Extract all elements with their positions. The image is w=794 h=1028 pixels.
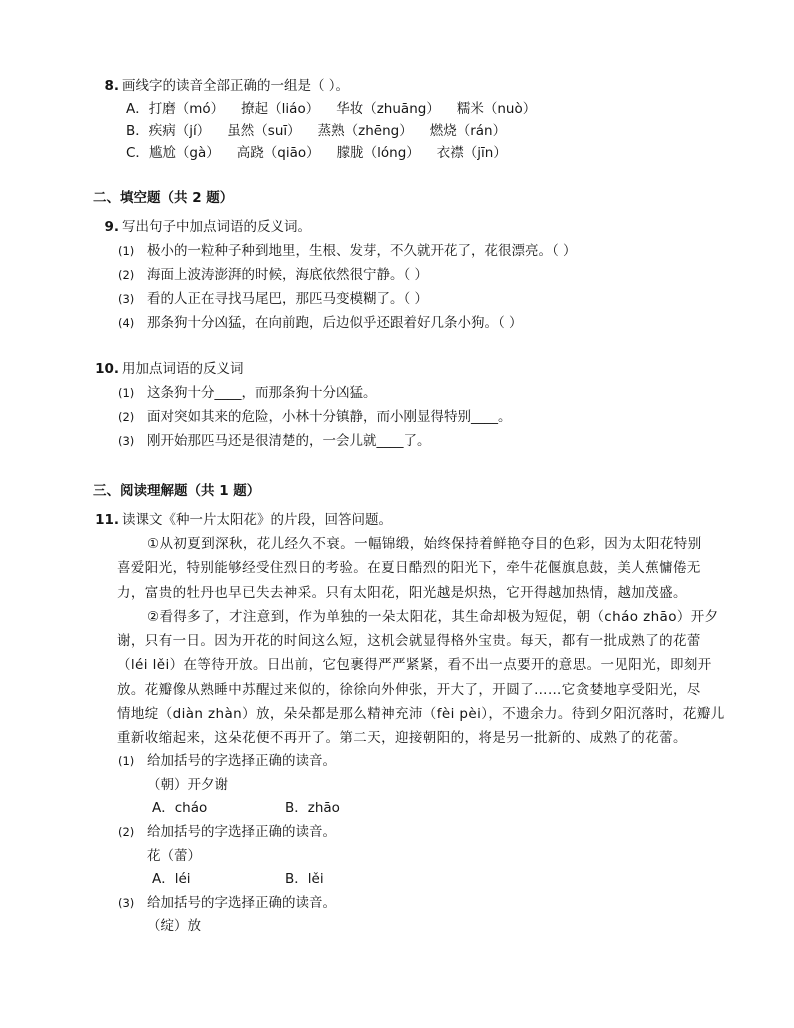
passage-line: （léi lěi）在等待开放。日出前，它包裹得严严紧紧，看不出一点要开的意思。一见阳光，即刻开	[117, 657, 712, 674]
option-b	[0, 120, 794, 142]
sub-item-number: (3)	[118, 292, 135, 306]
option-word: 蒸熟（zhēng）	[317, 123, 413, 139]
sub-item	[0, 263, 794, 287]
passage-paragraph-1	[0, 532, 794, 605]
option-word: 衣襟（jīn）	[436, 145, 507, 161]
question-number: 9.	[104, 219, 119, 235]
question-9	[0, 215, 794, 239]
sub-item-number: (1)	[118, 754, 135, 769]
answer-option-b: B．lěi	[285, 871, 324, 888]
answer-option-a: A．cháo	[152, 800, 208, 817]
answer-options	[0, 868, 794, 892]
question-stem: 画线字的读音全部正确的一组是（ ）。	[122, 78, 350, 94]
question-stem: 写出句子中加点词语的反义词。	[122, 219, 311, 235]
sub-question-prompt: 给加括号的字选择正确的读音。	[147, 824, 336, 841]
sub-question-prompt: 给加括号的字选择正确的读音。	[147, 894, 336, 911]
question-stem: 读课文《种一片太阳花》的片段，回答问题。	[122, 512, 392, 528]
option-word: 疾病（jí）	[148, 123, 211, 139]
answer-option-b: B．zhāo	[285, 800, 340, 817]
passage-line: 力，富贵的牡丹也早已失去神采。只有太阳花，阳光越是炽热，它开得越加热情，越加茂盛。	[117, 584, 687, 601]
sub-questions	[0, 750, 794, 939]
answer-option-a: A．léi	[152, 871, 191, 888]
sub-item-number: (1)	[118, 244, 135, 258]
sub-item	[0, 381, 794, 405]
question-10	[0, 357, 794, 381]
target-word: （绽）放	[147, 918, 201, 935]
sub-question-prompt: 给加括号的字选择正确的读音。	[147, 753, 336, 770]
sub-item	[0, 405, 794, 429]
option-word: 高跷（qiāo）	[236, 145, 320, 161]
question-8	[0, 74, 794, 98]
sub-item-number: (4)	[118, 316, 135, 330]
question-number: 10.	[95, 361, 119, 377]
sub-item-text: 刚开始那匹马还是很清楚的，一会儿就____了。	[147, 433, 431, 449]
passage-line: 谢，只有一日。因为开花的时间这么短，这机会就显得格外宝贵。每天，都有一批成熟了的花蕾	[117, 633, 701, 649]
sub-item-text: 海面上波涛澎湃的时候，海底依然很宁静。（ ）	[147, 267, 429, 283]
sub-question-2	[0, 821, 794, 845]
sub-item	[0, 429, 794, 453]
question-number: 8.	[104, 78, 119, 94]
sub-item	[0, 239, 794, 263]
option-word: 尴尬（gà）	[148, 145, 220, 161]
sub-item-number: (3)	[118, 434, 135, 448]
option-label: C．	[126, 145, 149, 161]
sub-item	[0, 311, 794, 335]
option-label: A．	[126, 101, 149, 117]
passage-line: ①从初夏到深秋，花儿经久不衰。一幅锦缎，始终保持着鲜艳夺目的色彩，因为太阳花特别	[147, 536, 702, 552]
sub-item-number: (3)	[118, 895, 135, 910]
passage-line: ②看得多了，才注意到，作为单独的一朵太阳花，其生命却极为短促，朝（cháo zhāo）开夕	[147, 608, 719, 625]
passage-paragraph-2	[0, 605, 794, 751]
option-c	[0, 142, 794, 164]
sub-item-text: 这条狗十分____，而那条狗十分凶猛。	[147, 385, 377, 401]
option-word: 撩起（liáo）	[241, 101, 320, 117]
sub-item-text: 面对突如其来的危险，小林十分镇静，而小刚显得特别____。	[147, 409, 512, 425]
passage-line: 情地绽（diàn zhàn）放，朵朵都是那么精神充沛（fèi pèi），不遗余力。待到夕阳沉落时，花瓣儿	[117, 705, 725, 722]
sub-item-text: 那条狗十分凶猛，在向前跑，后边似乎还跟着好几条小狗。（ ）	[147, 315, 523, 331]
option-word: 燃烧（rán）	[429, 123, 507, 139]
sub-question-3	[0, 892, 794, 916]
option-word: 虽然（suī）	[227, 123, 301, 139]
sub-question-1	[0, 750, 794, 774]
sub-item-number: (2)	[118, 410, 135, 424]
question-11	[0, 508, 794, 532]
answer-options	[0, 797, 794, 821]
passage-line: 重新收缩起来，这朵花便不再开了。第二天，迎接朝阳的，将是另一批新的、成熟了的花蕾。	[117, 730, 687, 746]
target-word: 花（蕾）	[147, 847, 201, 864]
option-label: B．	[126, 123, 149, 139]
option-word: 打磨（mó）	[148, 101, 225, 117]
option-a	[0, 98, 794, 120]
section-heading-reading: 三、阅读理解题（共 1 题）	[93, 483, 261, 499]
sub-item-text: 看的人正在寻找马尾巴，那匹马变模糊了。（ ）	[147, 291, 429, 307]
target-word: （朝）开夕谢	[147, 776, 228, 793]
page-content	[0, 74, 794, 939]
passage-line: 喜爱阳光，特别能够经受住烈日的考验。在夏日酷烈的阳光下，牵牛花偃旗息鼓，美人蕉慵倦无	[117, 560, 701, 577]
question-number: 11.	[95, 512, 119, 528]
option-word: 朦胧（lóng）	[336, 145, 420, 161]
question-stem: 用加点词语的反义词	[122, 361, 244, 377]
passage-line: 放。花瓣像从熟睡中苏醒过来似的，徐徐向外伸张，开大了，开圆了……它贪婪地享受阳光，尽	[117, 681, 701, 698]
option-word: 华妆（zhuāng）	[336, 101, 440, 117]
sub-item	[0, 287, 794, 311]
section-heading-fill-in: 二、填空题（共 2 题）	[93, 190, 234, 206]
option-word: 糯米（nuò）	[456, 101, 537, 117]
sub-item-number: (2)	[118, 268, 135, 282]
sub-item-number: (2)	[118, 825, 135, 840]
sub-item-text: 极小的一粒种子种到地里，生根、发芽，不久就开花了，花很漂亮。（ ）	[147, 243, 577, 259]
sub-item-number: (1)	[118, 386, 135, 400]
